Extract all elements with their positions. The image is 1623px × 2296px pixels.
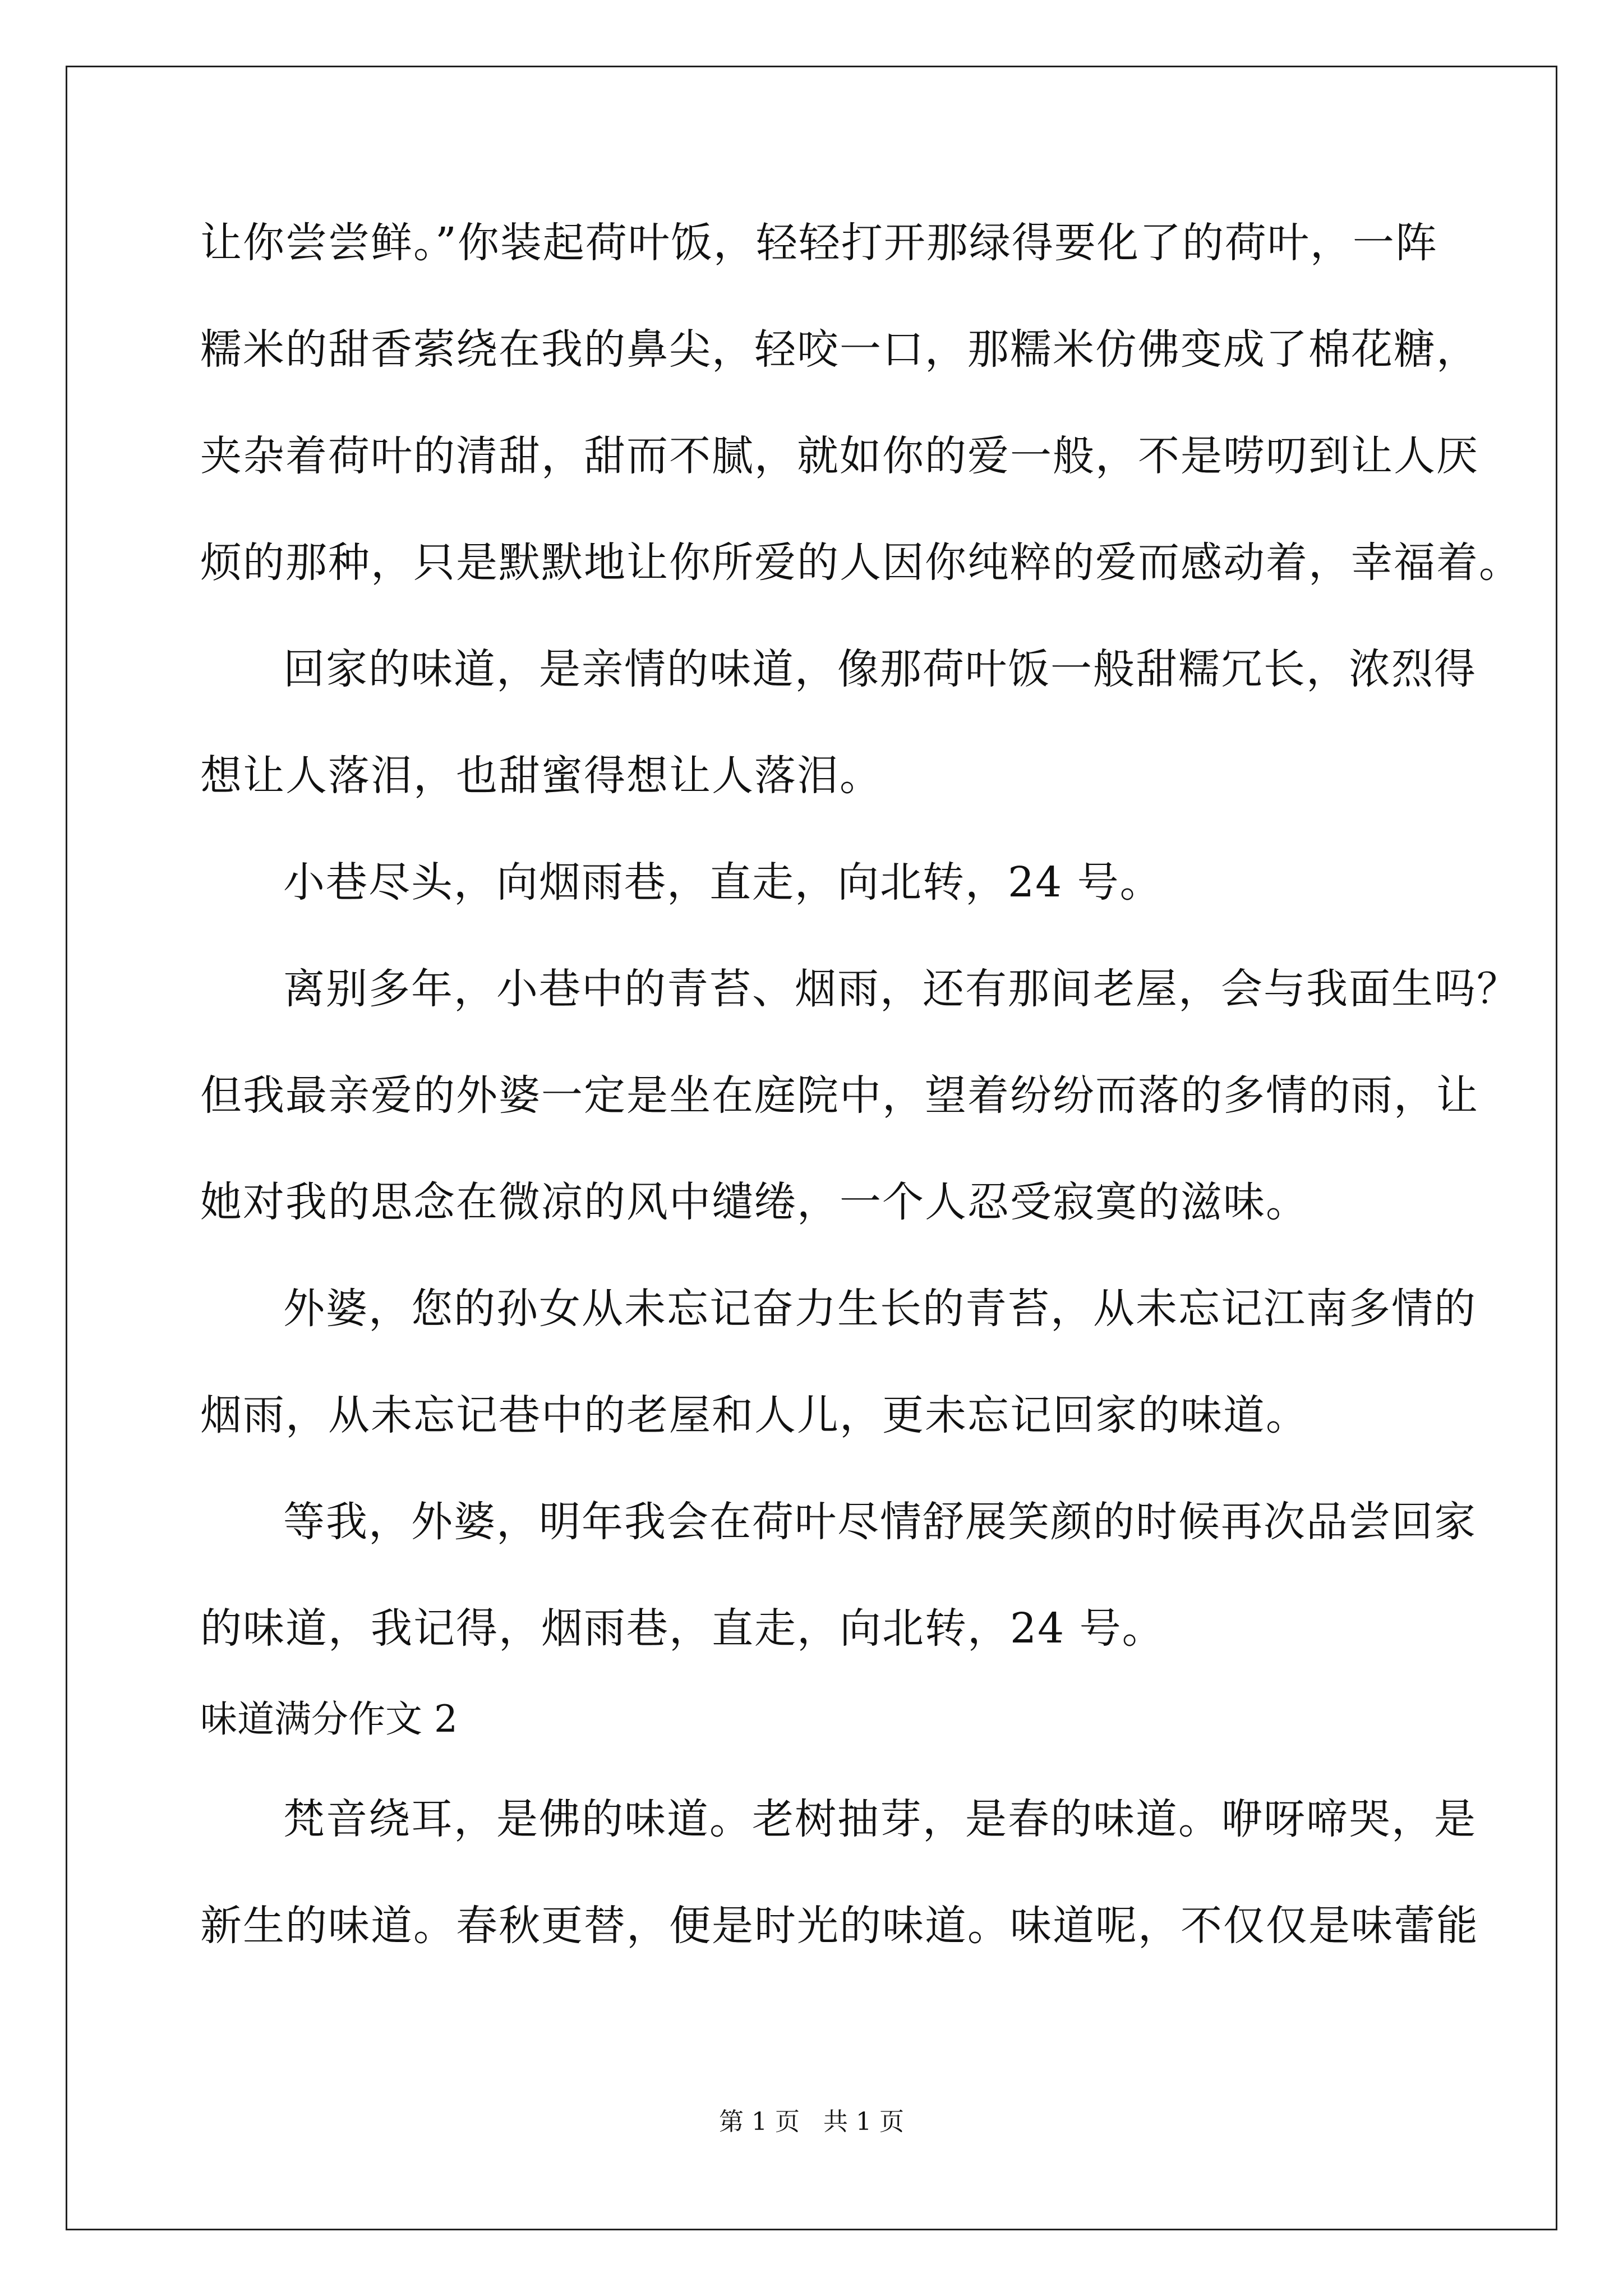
paragraph-start: 等我，外婆，明年我会在荷叶尽情舒展笑颜的时候再次品尝回家: [283, 1498, 1477, 1546]
text-line: 但我最亲爱的外婆一定是坐在庭院中，望着纷纷而落的多情的雨，让: [200, 1071, 1479, 1120]
page-footer: 第 1 页 共 1 页: [719, 2108, 904, 2136]
paragraph-start: 小巷尽头，向烟雨巷，直走，向北转，24 号。: [283, 858, 1163, 907]
paragraph-start: 外婆，您的孙女从未忘记奋力生长的青苔，从未忘记江南多情的: [283, 1285, 1477, 1333]
text-line: 她对我的思念在微凉的风中缱绻，一个人忍受寂寞的滋味。: [200, 1178, 1308, 1226]
text-line: 夹杂着荷叶的清甜，甜而不腻，就如你的爱一般，不是唠叨到让人厌: [200, 432, 1479, 480]
text-line: 想让人落泪，也甜蜜得想让人落泪。: [200, 752, 882, 800]
section-heading: 味道满分作文 2: [200, 1697, 458, 1741]
text-line: 让你尝尝鲜。”你装起荷叶饭，轻轻打开那绿得要化了的荷叶，一阵: [200, 219, 1438, 267]
text-line: 糯米的甜香萦绕在我的鼻尖，轻咬一口，那糯米仿佛变成了棉花糖，: [200, 325, 1479, 374]
text-line: 的味道，我记得，烟雨巷，直走，向北转，24 号。: [200, 1604, 1165, 1653]
text-line: 烟雨，从未忘记巷中的老屋和人儿，更未忘记回家的味道。: [200, 1391, 1308, 1439]
paragraph-start: 梵音绕耳，是佛的味道。老树抽芽，是春的味道。咿呀啼哭，是: [283, 1795, 1477, 1843]
paragraph-start: 离别多年，小巷中的青苔、烟雨，还有那间老屋，会与我面生吗？: [283, 965, 1519, 1013]
text-line: 新生的味道。春秋更替，便是时光的味道。味道呢，不仅仅是味蕾能: [200, 1902, 1479, 1950]
paragraph-start: 回家的味道，是亲情的味道，像那荷叶饭一般甜糯冗长，浓烈得: [283, 645, 1477, 693]
text-line: 烦的那种，只是默默地让你所爱的人因你纯粹的爱而感动着，幸福着。: [200, 539, 1521, 587]
